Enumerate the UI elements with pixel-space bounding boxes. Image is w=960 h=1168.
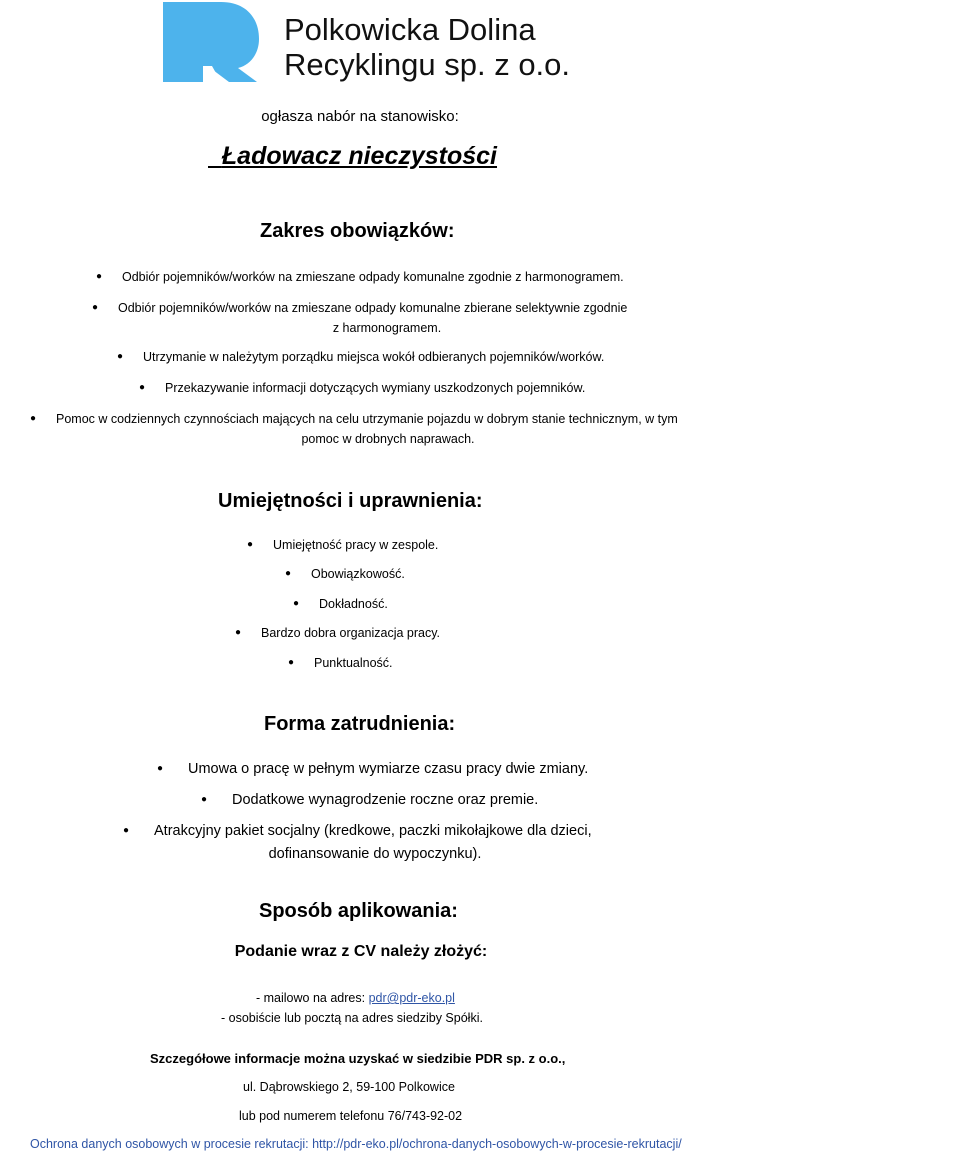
bullet-icon: ● [139, 382, 146, 393]
list-item: ● Punktualność. [288, 653, 393, 673]
list-item: ● Odbiór pojemników/worków na zmieszane odpady komunalne zgodnie z harmonogramem. [96, 267, 624, 287]
list-item: ● Pomoc w codziennych czynnościach mających na celu utrzymanie pojazdu w dobrym stanie technicznym, w tym [30, 409, 678, 429]
list-item-continuation: pomoc w drobnych naprawach. [301, 432, 475, 446]
list-item: ● Umiejętność pracy w zespole. [247, 535, 438, 555]
list-item: ● Bardzo dobra organizacja pracy. [235, 623, 440, 643]
company-name-line1: Polkowicka Dolina [284, 12, 536, 47]
bullet-icon: ● [96, 271, 103, 282]
in-person-line: - osobiście lub pocztą na adres siedziby Spółki. [221, 1011, 483, 1025]
bullet-icon: ● [117, 351, 124, 362]
bullet-icon: ● [288, 657, 295, 668]
email-link[interactable]: pdr@pdr-eko.pl [368, 991, 455, 1005]
list-item-continuation: dofinansowanie do wypoczynku). [268, 846, 482, 862]
privacy-link[interactable]: Ochrona danych osobowych w procesie rekrutacji: http://pdr-eko.pl/ochrona-danych-osobowych-w-procesie-rekrutacji/ [30, 1137, 682, 1151]
list-item: ● Utrzymanie w należytym porządku miejsca wokół odbieranych pojemników/worków. [117, 347, 604, 367]
bullet-icon: ● [30, 413, 37, 424]
address-text: ul. Dąbrowskiego 2, 59-100 Polkowice [243, 1080, 455, 1094]
intro-text: ogłasza nabór na stanowisko: [261, 108, 459, 125]
phone-text: lub pod numerem telefonu 76/743-92-02 [239, 1109, 463, 1123]
list-item: ● Obowiązkowość. [285, 564, 405, 584]
list-item: ● Przekazywanie informacji dotyczących wymiany uszkodzonych pojemników. [139, 378, 585, 398]
job-title: Ładowacz nieczystości [221, 142, 498, 170]
list-item: ● Umowa o pracę w pełnym wymiarze czasu pracy dwie zmiany. [157, 757, 588, 781]
list-item: ● Dodatkowe wynagrodzenie roczne oraz premie. [201, 788, 538, 812]
apply-subheading: Podanie wraz z CV należy złożyć: [234, 943, 488, 960]
list-item: ● Dokładność. [293, 594, 388, 614]
details-text: Szczegółowe informacje można uzyskać w siedzibie PDR sp. z o.o., [150, 1051, 566, 1066]
company-logo-icon [163, 2, 263, 82]
bullet-icon: ● [201, 794, 208, 805]
bullet-icon: ● [285, 568, 292, 579]
duties-heading: Zakres obowiązków: [260, 220, 455, 242]
bullet-icon: ● [293, 598, 300, 609]
apply-heading: Sposób aplikowania: [259, 900, 458, 922]
bullet-icon: ● [92, 302, 99, 313]
list-item-continuation: z harmonogramem. [332, 321, 442, 335]
bullet-icon: ● [235, 627, 242, 638]
bullet-icon: ● [247, 539, 254, 550]
list-item: ● Odbiór pojemników/worków na zmieszane odpady komunalne zbierane selektywnie zgodnie [92, 298, 627, 318]
company-name [284, 12, 570, 82]
company-name-line2: Recyklingu sp. z o.o. [284, 47, 571, 82]
bullet-icon: ● [157, 763, 164, 774]
bullet-icon: ● [123, 825, 130, 836]
email-line: - mailowo na adres: pdr@pdr-eko.pl [256, 991, 455, 1005]
list-item: ● Atrakcyjny pakiet socjalny (kredkowe, paczki mikołajkowe dla dzieci, [123, 819, 592, 843]
skills-heading: Umiejętności i uprawnienia: [218, 490, 483, 512]
employment-heading: Forma zatrudnienia: [264, 713, 456, 735]
